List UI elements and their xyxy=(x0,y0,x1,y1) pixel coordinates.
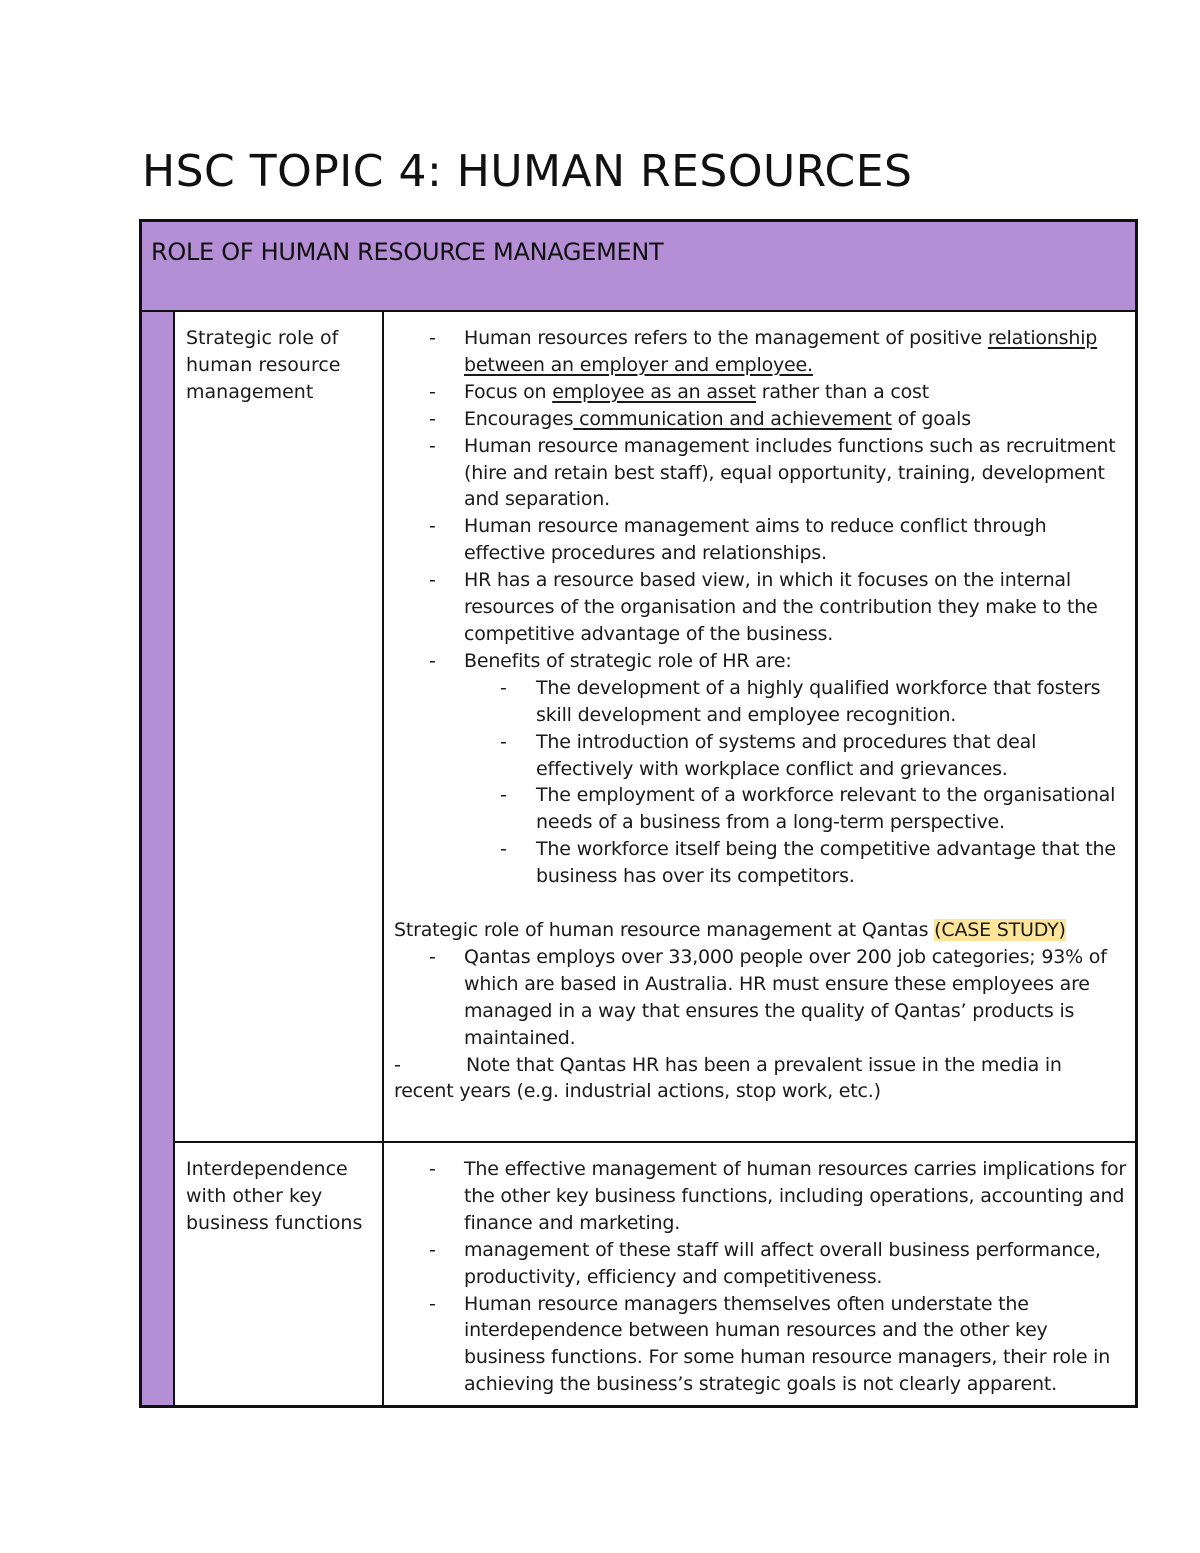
list-item: - Human resource managers themselves often understate the interdependence between human resources and the other key business functions. For some human resource managers, their role in achieving the business’s strategic goals is not clearly apparent. xyxy=(394,1291,1129,1399)
case-study-tag: (CASE STUDY) xyxy=(934,919,1066,942)
sub-list-item: - The employment of a workforce relevant to the organisational needs of a business from a long-term perspective. xyxy=(394,782,1129,836)
topic-table xyxy=(139,219,1138,1408)
section-header xyxy=(142,222,1135,312)
list-item: - management of these staff will affect overall business performance, productivity, efficiency and competitiveness. xyxy=(394,1237,1129,1291)
row-label-strategic-role: Strategic role of human resource management xyxy=(186,327,341,403)
list-item: - Human resource management aims to reduce conflict through effective procedures and relationships. xyxy=(394,513,1129,567)
list-item: - Human resource management includes functions such as recruitment (hire and retain best staff), equal opportunity, training, development and separation. xyxy=(394,433,1129,514)
underlined-phrase: employee as an asset xyxy=(552,380,756,403)
interdependence-bullets xyxy=(394,1156,1129,1398)
row-content-strategic-role xyxy=(394,325,1129,1105)
page-title: HSC TOPIC 4: HUMAN RESOURCES xyxy=(142,146,913,197)
sub-list-item: - The development of a highly qualified workforce that fosters skill development and employee recognition. xyxy=(394,675,1129,729)
case-study-heading: Strategic role of human resource management at Qantas (CASE STUDY) xyxy=(394,919,1066,942)
list-item: - Focus on employee as an asset rather than a cost xyxy=(394,379,1129,406)
list-item: - The effective management of human resources carries implications for the other key business functions, including operations, accounting and finance and marketing. xyxy=(394,1156,1129,1237)
sub-list-item: - The introduction of systems and procedures that deal effectively with workplace conflict and grievances. xyxy=(394,729,1129,783)
case-study-bullets xyxy=(394,944,1129,1052)
list-item: - Qantas employs over 33,000 people over 200 job categories; 93% of which are based in Australia. HR must ensure these employees are managed in a way that ensures the quality of Qantas’ products is maintained. xyxy=(394,944,1129,1052)
case-study-note-continued: recent years (e.g. industrial actions, stop work, etc.) xyxy=(394,1080,881,1103)
row-label-interdependence: Interdependence with other key business functions xyxy=(186,1158,363,1234)
strategic-role-bullets xyxy=(394,325,1129,890)
column-divider xyxy=(382,312,384,1405)
row-content-interdependence xyxy=(394,1156,1129,1398)
list-item: - Encourages communication and achievement of goals xyxy=(394,406,1129,433)
list-item: - HR has a resource based view, in which it focuses on the internal resources of the organisation and the contribution they make to the competitive advantage of the business. xyxy=(394,567,1129,648)
underlined-phrase: relationship between an employer and employee. xyxy=(464,327,1098,376)
list-item: - Human resources refers to the management of positive relationship between an employer and employee. xyxy=(394,325,1129,379)
list-item: - Benefits of strategic role of HR are: xyxy=(394,648,1129,675)
row-divider xyxy=(175,1141,1135,1143)
case-study-note: - Note that Qantas HR has been a prevalent issue in the media in xyxy=(394,1053,1062,1076)
purple-side-stripe xyxy=(142,312,175,1405)
section-header-title: ROLE OF HUMAN RESOURCE MANAGEMENT xyxy=(151,238,664,266)
underlined-phrase: communication and achievement xyxy=(573,407,892,430)
sub-list-item: - The workforce itself being the competitive advantage that the business has over its competitors. xyxy=(394,836,1129,890)
